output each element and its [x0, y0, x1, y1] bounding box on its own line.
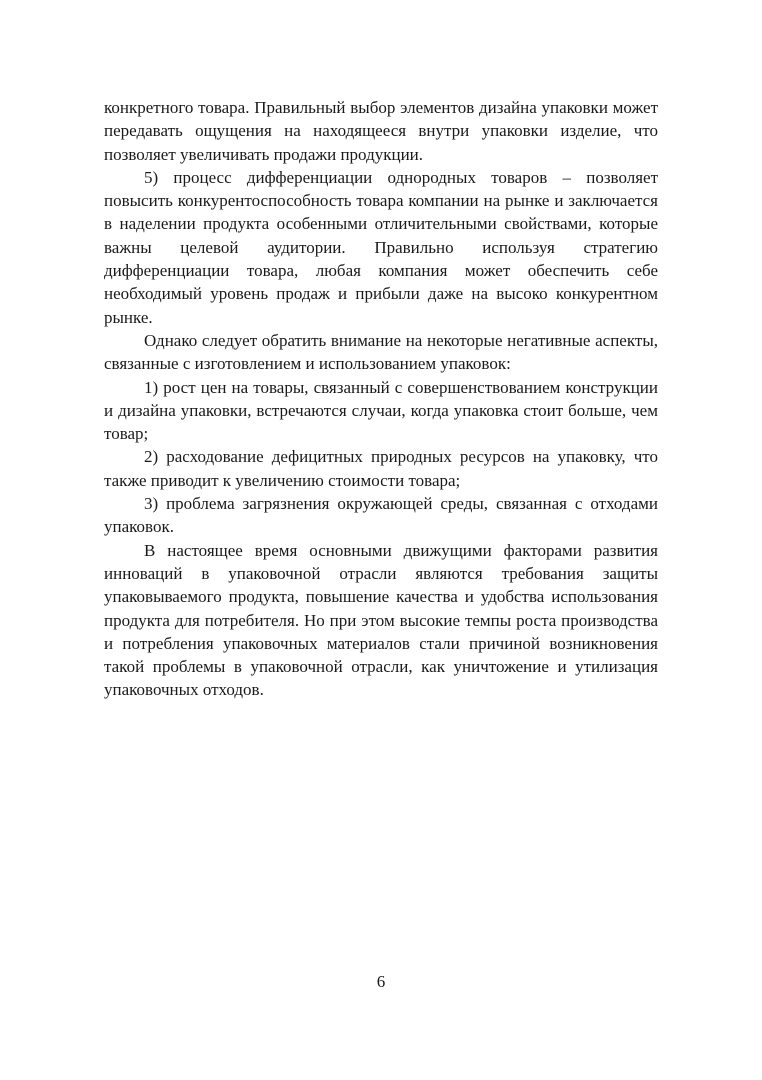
page-number: 6	[376, 972, 386, 991]
list-item-3: 3) проблема загрязнения окружающей среды, связанная с отходами упаковок.	[104, 494, 658, 537]
paragraph-continuation: конкретного товара. Правильный выбор элементов дизайна упаковки может передавать ощущения на находящееся внутри упаковки изделие, что позволяет увеличивать продажи продукции.	[104, 98, 658, 164]
list-item-2: 2) расходование дефицитных природных ресурсов на упаковку, что также приводит к увеличению стоимости товара;	[104, 447, 658, 490]
paragraph-item-5: 5) процесс дифференциации однородных товаров – позволяет повысить конкурентоспособность товара компании на рынке и заключается в наделении продукта особенными отличительными свойствами, которые важны целевой аудитории. Правильно используя стратегию дифференциации товара, любая компания может обеспечить себе необходимый уровень продаж и прибыли даже на высоко конкурентном рынке.	[104, 167, 658, 327]
body-text	[104, 96, 658, 702]
paragraph-conclusion: В настоящее время основными движущими факторами развития инноваций в упаковочной отрасли являются требования защиты упаковываемого продукта, повышение качества и удобства использования продукта для потребителя. Но при этом высокие темпы роста производства и потребления упаковочных материалов стали причиной возникновения такой проблемы в упаковочной отрасли, как уничтожение и утилизация упаковочных отходов.	[104, 540, 658, 700]
paragraph-negative-aspects-intro: Однако следует обратить внимание на некоторые негативные аспекты, связанные с изготовлением и использованием упаковок:	[104, 330, 658, 374]
list-item-1: 1) рост цен на товары, связанный с совершенствованием конструкции и дизайна упаковки, встречаются случаи, когда упаковка стоит больше, чем товар;	[104, 377, 658, 444]
